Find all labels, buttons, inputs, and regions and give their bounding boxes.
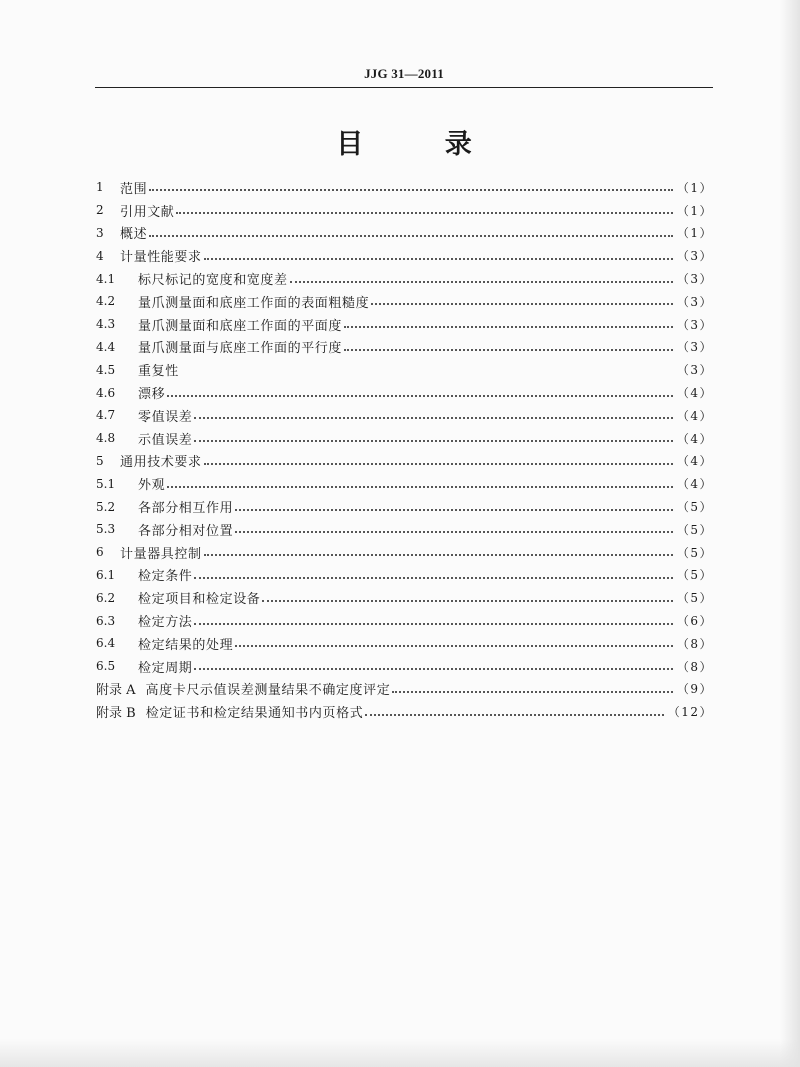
- toc-entry-title: 范围: [120, 181, 148, 197]
- toc-entry: [96, 313, 713, 336]
- toc-dot-leader: [235, 509, 673, 511]
- toc-entry: [96, 336, 713, 359]
- toc-entry-number: 4.2: [96, 294, 116, 309]
- toc-entry-title: 检定方法: [138, 615, 193, 631]
- toc-dot-leader: [149, 235, 673, 237]
- toc-entry-page: （4）: [676, 477, 713, 492]
- toc-entry-number: 4: [96, 248, 104, 263]
- toc-entry: [96, 518, 713, 541]
- toc-entry-title: 检定证书和检定结果通知书内页格式: [145, 706, 364, 722]
- toc-entry: [96, 358, 713, 381]
- toc-dot-leader: [194, 440, 672, 442]
- toc-entry: [96, 472, 713, 495]
- toc-entry-number: 4.7: [96, 408, 116, 423]
- toc-dot-leader: [344, 326, 673, 328]
- toc-entry-title: 示值误差: [138, 432, 193, 448]
- toc-entry-title: 各部分相对位置: [138, 523, 234, 539]
- toc-entry-title: 计量器具控制: [120, 546, 202, 562]
- toc-dot-leader: [149, 189, 673, 191]
- toc-entry-number: 4.4: [96, 339, 116, 354]
- toc-entry-number: 6: [96, 545, 104, 560]
- toc-entry-page: （4）: [676, 454, 713, 469]
- toc-entry: [96, 564, 713, 587]
- toc-entry: [96, 404, 713, 427]
- toc-entry-page: （4）: [676, 408, 713, 423]
- toc-dot-leader: [167, 395, 673, 397]
- toc-entry: [96, 267, 713, 290]
- toc-entry-number: 3: [96, 225, 104, 240]
- toc-entry-page: （3）: [676, 340, 713, 355]
- toc-entry-number: 5.2: [96, 499, 116, 514]
- toc-entry-page: （12）: [667, 705, 713, 720]
- toc-entry-title: 零值误差: [138, 409, 193, 425]
- toc-dot-leader: [167, 486, 673, 488]
- toc-dot-leader: [262, 600, 672, 602]
- toc-entry-number: 6.2: [96, 590, 116, 605]
- toc-dot-leader: [235, 531, 673, 533]
- toc-entry: [96, 427, 713, 450]
- toc-entry-title: 检定结果的处理: [138, 637, 234, 653]
- toc-entry: [96, 222, 713, 245]
- toc-dot-leader: [235, 645, 673, 647]
- toc-entry-title: 高度卡尺示值误差测量结果不确定度评定: [145, 683, 391, 699]
- toc-entry-title: 引用文献: [120, 204, 175, 220]
- toc-entry-title: 各部分相互作用: [138, 501, 234, 517]
- toc-entry-page: （5）: [676, 522, 713, 537]
- toc-entry-number: 4.5: [96, 362, 116, 377]
- table-of-contents: [96, 176, 713, 723]
- toc-entry-page: （3）: [676, 249, 713, 264]
- toc-dot-leader: [194, 668, 672, 670]
- toc-entry-number: 4.3: [96, 317, 116, 332]
- toc-entry-number: 4.8: [96, 431, 116, 446]
- toc-entry: [96, 609, 713, 632]
- page-edge-shadow: [780, 0, 800, 1067]
- toc-dot-leader: [176, 212, 672, 214]
- toc-entry-page: （1）: [676, 226, 713, 241]
- toc-entry: [96, 244, 713, 267]
- toc-dot-leader: [371, 303, 673, 305]
- toc-dot-leader: [194, 417, 672, 419]
- toc-entry-title: 标尺标记的宽度和宽度差: [138, 273, 288, 289]
- toc-entry-number: 5: [96, 453, 104, 468]
- toc-dot-leader: [194, 623, 672, 625]
- toc-entry: [96, 678, 713, 701]
- toc-entry-number: 6.3: [96, 613, 116, 628]
- toc-entry-title: 外观: [138, 478, 166, 494]
- toc-entry-page: （1）: [676, 180, 713, 195]
- toc-entry-title: 量爪测量面和底座工作面的平面度: [138, 318, 343, 334]
- toc-entry: [96, 632, 713, 655]
- toc-entry: [96, 290, 713, 313]
- toc-entry-page: （3）: [676, 317, 713, 332]
- toc-entry-title: 计量性能要求: [120, 250, 202, 266]
- toc-entry-title: 检定周期: [138, 660, 193, 676]
- toc-entry-number: 附录 A: [96, 683, 136, 699]
- toc-entry: [96, 655, 713, 678]
- toc-entry-number: 5.1: [96, 476, 116, 491]
- toc-entry: [96, 541, 713, 564]
- toc-entry-number: 4.6: [96, 385, 116, 400]
- toc-dot-leader: [290, 281, 673, 283]
- toc-entry-number: 4.1: [96, 271, 116, 286]
- toc-entry-page: （3）: [676, 272, 713, 287]
- toc-entry: [96, 495, 713, 518]
- toc-entry-number: 6.5: [96, 659, 116, 674]
- document-code-header: JJG 31—2011: [364, 66, 444, 81]
- toc-entry-number: 附录 B: [96, 706, 136, 722]
- toc-entry: [96, 381, 713, 404]
- page-title: 目 录: [336, 129, 508, 160]
- toc-entry-title: 检定条件: [138, 569, 193, 585]
- toc-entry-page: （5）: [676, 591, 713, 606]
- toc-entry-number: 1: [96, 180, 104, 195]
- toc-dot-leader: [392, 691, 673, 693]
- toc-entry-title: 概述: [120, 227, 148, 243]
- toc-entry: [96, 199, 713, 222]
- toc-entry-title: 量爪测量面和底座工作面的表面粗糙度: [138, 295, 370, 311]
- toc-dot-leader: [204, 258, 673, 260]
- toc-entry-number: 5.3: [96, 522, 116, 537]
- toc-entry-title: 量爪测量面与底座工作面的平行度: [138, 341, 343, 357]
- toc-entry-page: （9）: [676, 682, 713, 697]
- toc-entry-title: 漂移: [138, 387, 166, 403]
- page-bottom-shadow: [0, 1039, 800, 1067]
- toc-entry: [96, 586, 713, 609]
- toc-dot-leader: [344, 349, 673, 351]
- toc-entry-page: （1）: [676, 203, 713, 218]
- toc-entry-number: 2: [96, 203, 104, 218]
- toc-entry-page: （4）: [676, 431, 713, 446]
- toc-entry-page: （8）: [676, 659, 713, 674]
- toc-entry-number: 6.4: [96, 636, 116, 651]
- toc-entry-title: 检定项目和检定设备: [138, 592, 261, 608]
- toc-dot-leader: [194, 577, 672, 579]
- toc-entry-title: 通用技术要求: [120, 455, 202, 471]
- toc-dot-leader: [365, 714, 663, 716]
- toc-dot-leader: [204, 554, 673, 556]
- toc-entry: [96, 450, 713, 473]
- toc-entry-page: （5）: [676, 500, 713, 515]
- toc-entry-page: （8）: [676, 636, 713, 651]
- header-rule: [95, 87, 713, 88]
- toc-dot-leader: [204, 463, 673, 465]
- toc-entry-page: （3）: [676, 363, 713, 378]
- toc-entry: [96, 176, 713, 199]
- toc-entry-page: （6）: [676, 614, 713, 629]
- toc-entry: [96, 700, 713, 723]
- toc-entry-page: （5）: [676, 545, 713, 560]
- toc-entry-title: 重复性: [138, 364, 179, 380]
- toc-entry-page: （4）: [676, 386, 713, 401]
- toc-entry-page: （3）: [676, 294, 713, 309]
- toc-entry-number: 6.1: [96, 567, 116, 582]
- toc-entry-page: （5）: [676, 568, 713, 583]
